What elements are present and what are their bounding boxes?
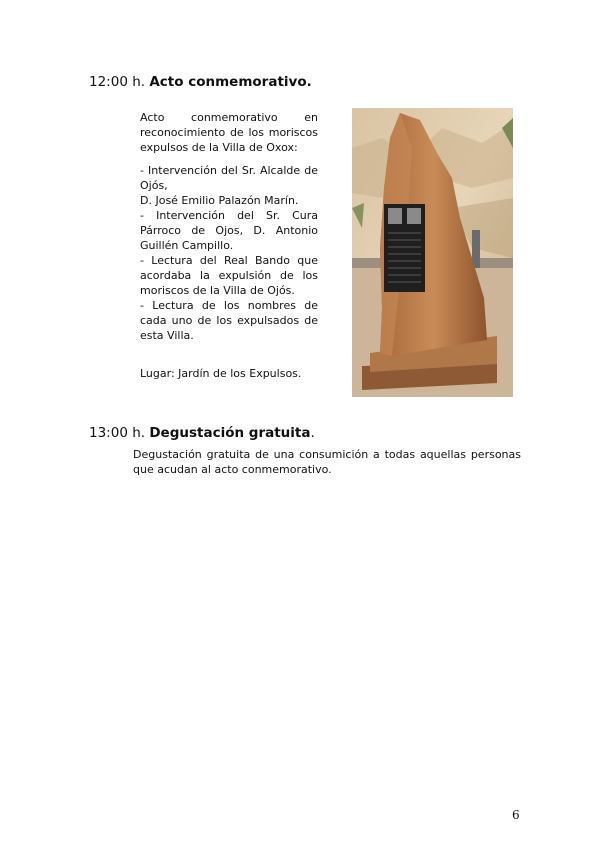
section-time: 12:00 h.	[89, 74, 146, 90]
acto-item: - Intervención del Sr. Cura Párroco de Ojos, D. Antonio Guillén Campillo.	[140, 209, 318, 252]
monument-stone-photo	[352, 108, 513, 397]
section-heading-acto	[89, 74, 312, 90]
section-title: Degustación gratuita	[149, 425, 311, 441]
acto-description	[140, 110, 318, 381]
degustacion-text: Degustación gratuita de una consumición a todas aquellas personas que acudan al acto conmemorativo.	[133, 448, 521, 476]
section-time: 13:00 h.	[89, 425, 146, 441]
degustacion-description	[133, 447, 521, 477]
acto-place: Lugar: Jardín de los Expulsos.	[140, 367, 302, 380]
section-heading-degustacion	[89, 425, 315, 441]
acto-item: - Lectura del Real Bando que acordaba la expulsión de los moriscos de la Villa de Ojós.	[140, 254, 318, 297]
acto-item: - Lectura de los nombres de cada uno de los expulsados de esta Villa.	[140, 299, 318, 342]
page-number: 6	[512, 808, 520, 822]
acto-item: D. José Emilio Palazón Marín.	[140, 194, 299, 207]
section-title: Acto conmemorativo.	[149, 74, 312, 90]
acto-item: - Intervención del Sr. Alcalde de Ojós,	[140, 164, 318, 192]
section-title-period: .	[310, 425, 315, 441]
acto-intro: Acto conmemorativo en reconocimiento de los moriscos expulsos de la Villa de Oxox:	[140, 111, 318, 154]
